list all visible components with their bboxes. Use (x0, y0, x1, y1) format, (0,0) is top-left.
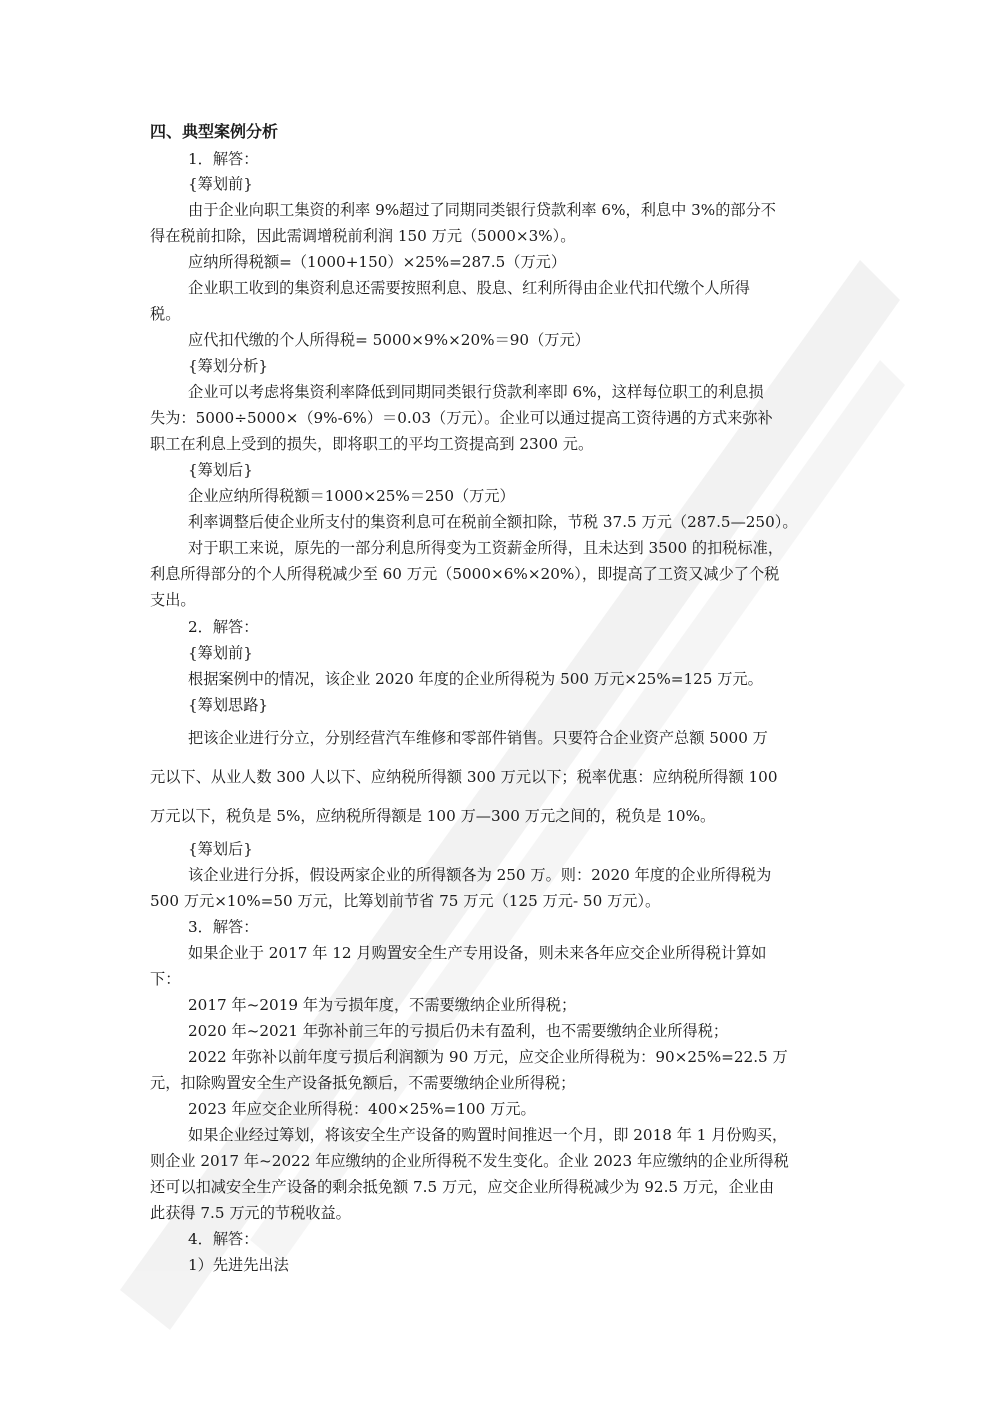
text-line: 1．解答： (188, 150, 259, 168)
text-line: 由于企业向职工集资的利率 9%超过了同期同类银行贷款利率 6%，利息中 3%的部分不 (188, 201, 776, 219)
text-line: 税。 (150, 305, 181, 323)
section-title: 四、典型案例分析 (150, 122, 279, 141)
text-line: 500 万元×10%=50 万元，比筹划前节省 75 万元（125 万元- 50 万元）。 (150, 892, 661, 910)
text-line: 得在税前扣除，因此需调增税前利润 150 万元（5000×3%）。 (150, 227, 576, 245)
text-line: 则企业 2017 年~2022 年应缴纳的企业所得税不发生变化。企业 2023 年应缴纳的企业所得税 (150, 1152, 789, 1170)
text-line: 利率调整后使企业所支付的集资利息可在税前全额扣除，节税 37.5 万元（287.5—250）。 (188, 513, 798, 531)
text-line: 还可以扣减安全生产设备的剩余抵免额 7.5 万元，应交企业所得税减少为 92.5 万元，企业由 (150, 1178, 775, 1196)
text-line: 3．解答： (188, 918, 259, 936)
text-line: 下： (150, 970, 181, 988)
text-line: 企业职工收到的集资利息还需要按照利息、股息、红利所得由企业代扣代缴个人所得 (188, 279, 750, 297)
text-line: 应纳所得税额=（1000+150）×25%=287.5（万元） (188, 253, 567, 271)
text-line: 应代扣代缴的个人所得税= 5000×9%×20%＝90（万元） (188, 331, 590, 349)
text-line: 失为：5000÷5000×（9%-6%）＝0.03（万元）。企业可以通过提高工资待遇的方式来弥补 (150, 409, 773, 427)
text-line: 4．解答： (188, 1230, 259, 1248)
text-line: {筹划前} (188, 644, 253, 662)
text-line: 2020 年~2021 年弥补前三年的亏损后仍未有盈利，也不需要缴纳企业所得税； (188, 1022, 729, 1040)
text-line: 1）先进先出法 (188, 1256, 289, 1274)
text-line: 2017 年~2019 年为亏损年度，不需要缴纳企业所得税； (188, 996, 577, 1014)
text-line: 企业应纳所得税额＝1000×25%＝250（万元） (188, 487, 515, 505)
text-line: 根据案例中的情况，该企业 2020 年度的企业所得税为 500 万元×25%=125 万元。 (188, 670, 763, 688)
text-line: 该企业进行分拆，假设两家企业的所得额各为 250 万。则：2020 年度的企业所得税为 (188, 866, 772, 884)
text-line: 职工在利息上受到的损失，即将职工的平均工资提高到 2300 元。 (150, 435, 594, 453)
text-line: {筹划前} (188, 175, 253, 193)
text-line: 把该企业进行分立，分别经营汽车维修和零部件销售。只要符合企业资产总额 5000 万 (188, 729, 768, 747)
text-line: 此获得 7.5 万元的节税收益。 (150, 1204, 351, 1222)
text-line: 支出。 (150, 591, 196, 609)
text-line: 2023 年应交企业所得税：400×25%=100 万元。 (188, 1100, 536, 1118)
text-line: 万元以下，税负是 5%，应纳税所得额是 100 万—300 万元之间的，税负是 10%。 (150, 807, 716, 825)
text-line: {筹划分析} (188, 357, 269, 375)
text-line: 2022 年弥补以前年度亏损后利润额为 90 万元，应交企业所得税为：90×25%=22.5 万 (188, 1048, 788, 1066)
text-line: 企业可以考虑将集资利率降低到同期同类银行贷款利率即 6%，这样每位职工的利息损 (188, 383, 764, 401)
text-line: {筹划后} (188, 461, 253, 479)
text-line: 如果企业于 2017 年 12 月购置安全生产专用设备，则未来各年应交企业所得税计算如 (188, 944, 767, 962)
text-line: {筹划后} (188, 840, 253, 858)
text-line: {筹划思路} (188, 696, 269, 714)
text-line: 元以下、从业人数 300 人以下、应纳税所得额 300 万元以下；税率优惠：应纳税所得额 100 (150, 768, 778, 786)
text-line: 对于职工来说，原先的一部分利息所得变为工资薪金所得，且未达到 3500 的扣税标准， (188, 539, 784, 557)
text-line: 利息所得部分的个人所得税减少至 60 万元（5000×6%×20%），即提高了工资又减少了个税 (150, 565, 780, 583)
text-line: 2．解答： (188, 618, 259, 636)
text-line: 如果企业经过筹划，将该安全生产设备的购置时间推迟一个月，即 2018 年 1 月份购买， (188, 1126, 788, 1144)
text-line: 元，扣除购置安全生产设备抵免额后，不需要缴纳企业所得税； (150, 1074, 576, 1092)
